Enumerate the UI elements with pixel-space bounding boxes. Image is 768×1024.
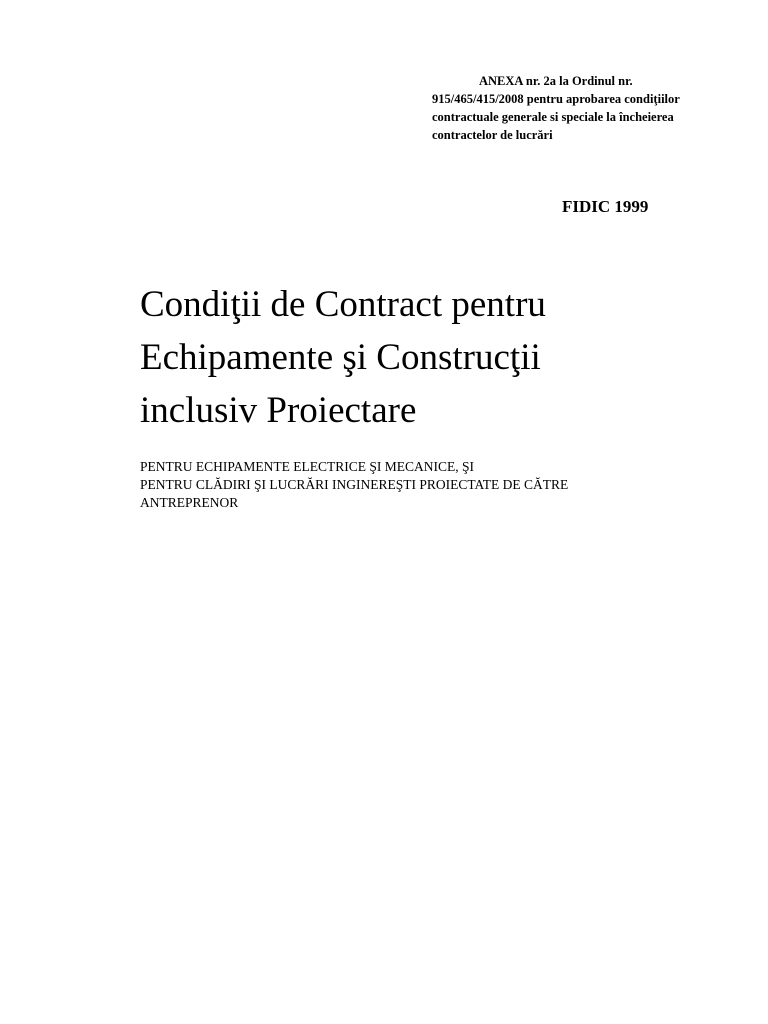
annex-line: contractuale generale si speciale la încheierea: [432, 110, 674, 124]
subtitle-line: ANTREPRENOR: [140, 495, 239, 510]
edition-label: FIDIC 1999: [562, 197, 649, 216]
title-line: Echipamente şi Construcţii: [140, 337, 541, 378]
document-title: [140, 278, 700, 437]
subtitle-line: PENTRU CLĂDIRI ŞI LUCRĂRI INGINEREŞTI PROIECTATE DE CĂTRE: [140, 477, 569, 492]
subtitle-line: PENTRU ECHIPAMENTE ELECTRICE ŞI MECANICE, ŞI: [140, 459, 475, 474]
document-subtitle: [140, 458, 720, 512]
annex-reference: [432, 72, 732, 144]
annex-line: ANEXA nr. 2a la Ordinul nr.: [479, 74, 633, 88]
title-line: Condiţii de Contract pentru: [140, 284, 546, 325]
title-line: inclusiv Proiectare: [140, 390, 417, 431]
annex-line: 915/465/415/2008 pentru aprobarea condiţiilor: [432, 92, 680, 106]
annex-line: contractelor de lucrări: [432, 128, 553, 142]
